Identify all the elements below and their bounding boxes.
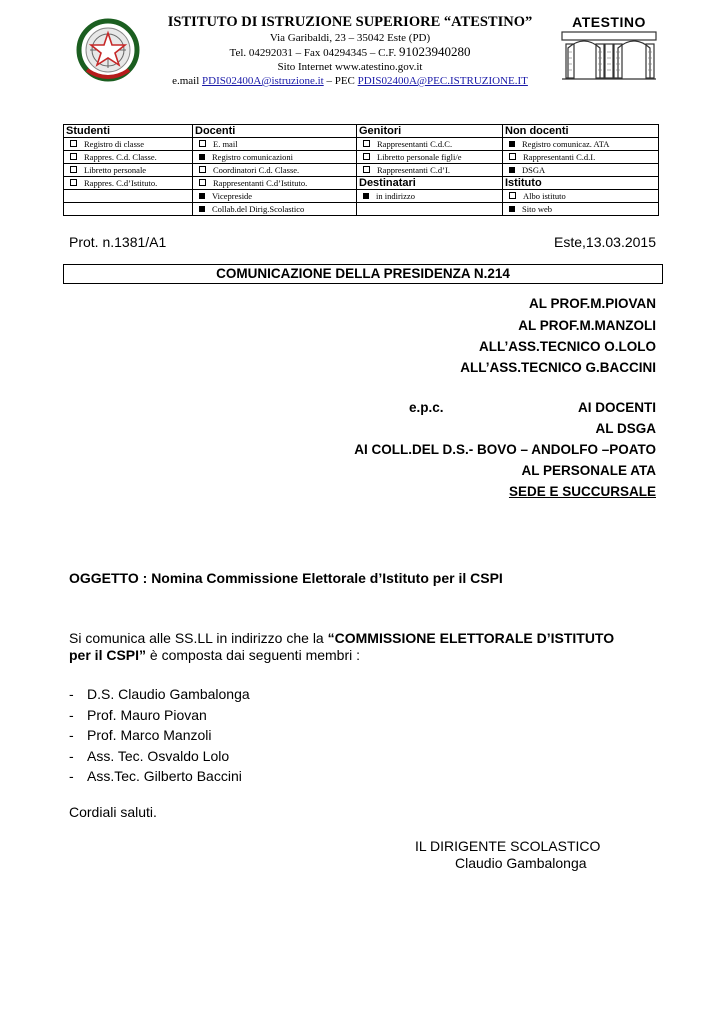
school-address: Via Garibaldi, 23 – 35042 Este (PD) — [269, 32, 431, 44]
epc-recipient: AL PERSONALE ATA — [521, 463, 656, 478]
pec-label: – PEC — [326, 75, 355, 87]
cell-label: Istituto — [505, 177, 542, 189]
checkbox-empty-icon — [199, 179, 206, 186]
cell-label: Registro comunicaz. ATA — [522, 139, 610, 149]
epc-recipient: AI DOCENTI — [577, 400, 656, 415]
body-rest: è composta dai seguenti membri : — [146, 647, 361, 663]
distribution-header-row — [64, 125, 659, 138]
recipient-line: AL PROF.M.PIOVAN — [528, 296, 656, 311]
cell-label: Collab.del Dirig.Scolastico — [212, 204, 305, 214]
checkbox-empty-icon — [70, 153, 77, 160]
table-cell — [193, 177, 357, 190]
column-header: Studenti — [64, 125, 193, 138]
table-cell — [357, 203, 503, 216]
table-cell — [503, 203, 659, 216]
member-name: Prof. Marco Manzoli — [87, 727, 212, 743]
checkbox-filled-icon — [363, 193, 369, 199]
school-phone-fax — [150, 45, 550, 60]
members-list — [69, 684, 250, 787]
list-item: - D.S. Claudio Gambalonga — [69, 686, 250, 702]
republic-emblem-icon — [75, 18, 141, 84]
column-header: Non docenti — [503, 125, 659, 138]
checkbox-empty-icon — [199, 166, 206, 173]
cell-label: Registro comunicazioni — [212, 152, 293, 162]
school-header — [150, 14, 550, 88]
list-item: - Prof. Mauro Piovan — [69, 706, 207, 723]
communication-title: COMUNICAZIONE DELLA PRESIDENZA N.214 — [63, 264, 663, 284]
table-cell — [193, 138, 357, 151]
place-date: Este,13.03.2015 — [554, 234, 656, 250]
table-cell — [357, 177, 503, 190]
checkbox-empty-icon — [363, 166, 370, 173]
cell-label: Libretto personale — [84, 165, 147, 175]
table-cell — [357, 190, 503, 203]
cell-label: in indirizzo — [376, 191, 415, 201]
body-highlight: per il CSPI” — [69, 647, 147, 663]
checkbox-empty-icon — [70, 140, 77, 147]
checkbox-empty-icon — [70, 166, 77, 173]
cell-label: Registro di classe — [84, 139, 144, 149]
member-name: D.S. Claudio Gambalonga — [87, 686, 250, 702]
recipient-line: ALL’ASS.TECNICO G.BACCINI — [460, 360, 656, 375]
body-highlight: “COMMISSIONE ELETTORALE D’ISTITUTO — [327, 630, 615, 646]
table-cell — [503, 151, 659, 164]
checkbox-filled-icon — [509, 206, 515, 212]
table-row — [64, 203, 659, 216]
column-header: Docenti — [193, 125, 357, 138]
table-cell — [357, 151, 503, 164]
logo-text: ATESTINO — [572, 14, 646, 30]
cell-label: Albo istituto — [523, 191, 566, 201]
tax-code: 91023940280 — [398, 44, 471, 59]
checkbox-empty-icon — [509, 192, 516, 199]
checkbox-empty-icon — [363, 140, 370, 147]
cell-label: DSGA — [522, 165, 546, 175]
table-cell — [503, 138, 659, 151]
table-row — [64, 138, 659, 151]
distribution-table — [63, 124, 659, 216]
table-cell — [503, 164, 659, 177]
closing-greeting: Cordiali saluti. — [69, 804, 157, 820]
member-name: Ass. Tec. Osvaldo Lolo — [87, 747, 230, 764]
checkbox-empty-icon — [199, 140, 206, 147]
checkbox-empty-icon — [509, 153, 516, 160]
distribution-body — [64, 138, 659, 216]
member-name: Ass.Tec. Gilberto Baccini — [87, 768, 242, 784]
cell-label: Rappresentanti C.d.C. — [377, 139, 453, 149]
email-label: e.mail — [172, 75, 200, 87]
cell-label: Vicepreside — [212, 191, 253, 201]
email-link[interactable]: PDIS02400A@istruzione.it — [202, 75, 324, 87]
table-cell — [64, 177, 193, 190]
cell-label: Rappresentanti C.d.I. — [523, 152, 596, 162]
table-cell — [357, 138, 503, 151]
checkbox-filled-icon — [509, 167, 515, 173]
table-cell — [503, 177, 659, 190]
table-row — [64, 177, 659, 190]
epc-recipient: AL DSGA — [595, 421, 656, 436]
arches-logo-icon — [560, 30, 658, 82]
school-name: ISTITUTO DI ISTRUZIONE SUPERIORE “ATESTINO” — [167, 14, 533, 30]
epc-recipient: AI COLL.DEL D.S.- BOVO – ANDOLFO –POATO — [354, 442, 656, 457]
cell-label: Libretto personale figli/e — [377, 152, 462, 162]
cell-label: Sito web — [522, 204, 552, 214]
atestino-logo — [560, 14, 658, 84]
phone-fax-text: Tel. 04292031 – Fax 04294345 – C.F. — [229, 47, 397, 59]
table-cell — [64, 190, 193, 203]
list-item: - Ass. Tec. Osvaldo Lolo — [69, 747, 230, 764]
cell-label: Coordinatori C.d. Classe. — [213, 165, 300, 175]
list-item: - Ass.Tec. Gilberto Baccini — [69, 768, 242, 784]
epc-recipient-location: SEDE E SUCCURSALE — [508, 484, 656, 499]
cell-label: Rappresentanti C.d’I. — [377, 165, 450, 175]
table-row — [64, 151, 659, 164]
table-cell — [193, 151, 357, 164]
column-header: Genitori — [357, 125, 503, 138]
table-cell — [193, 190, 357, 203]
protocol-number: Prot. n.1381/A1 — [69, 234, 167, 250]
cell-label: E. mail — [213, 139, 238, 149]
checkbox-filled-icon — [199, 154, 205, 160]
table-row — [64, 190, 659, 203]
table-cell — [64, 203, 193, 216]
signature-name: Claudio Gambalonga — [455, 855, 587, 871]
list-item: - Prof. Marco Manzoli — [69, 727, 212, 743]
recipient-line: AL PROF.M.MANZOLI — [518, 318, 656, 333]
checkbox-filled-icon — [509, 141, 515, 147]
school-website: Sito Internet www.atestino.gov.it — [277, 61, 423, 73]
table-cell — [503, 190, 659, 203]
checkbox-empty-icon — [363, 153, 370, 160]
member-name: Prof. Mauro Piovan — [87, 706, 207, 723]
epc-label: e.p.c. — [409, 400, 444, 415]
table-row — [64, 164, 659, 177]
checkbox-empty-icon — [70, 179, 77, 186]
cell-label: Destinatari — [359, 177, 416, 189]
recipient-line: ALL’ASS.TECNICO O.LOLO — [478, 339, 656, 354]
checkbox-filled-icon — [199, 206, 205, 212]
body-paragraph — [69, 630, 659, 664]
table-cell — [64, 151, 193, 164]
cell-label: Rappres. C.d’Istituto. — [84, 178, 158, 188]
body-intro: Si comunica alle SS.LL in indirizzo che la — [69, 630, 328, 646]
cell-label: Rappresentanti C.d’Istituto. — [213, 178, 308, 188]
table-cell — [64, 138, 193, 151]
signature-role: IL DIRIGENTE SCOLASTICO — [415, 838, 601, 854]
table-cell — [193, 164, 357, 177]
table-cell — [193, 203, 357, 216]
pec-link[interactable]: PDIS02400A@PEC.ISTRUZIONE.IT — [357, 75, 528, 87]
table-cell — [357, 164, 503, 177]
school-emails — [150, 74, 550, 88]
subject-line: OGGETTO : Nomina Commissione Elettorale d’Istituto per il CSPI — [69, 570, 503, 586]
cell-label: Rappres. C.d. Classe. — [84, 152, 157, 162]
checkbox-filled-icon — [199, 193, 205, 199]
table-cell — [64, 164, 193, 177]
